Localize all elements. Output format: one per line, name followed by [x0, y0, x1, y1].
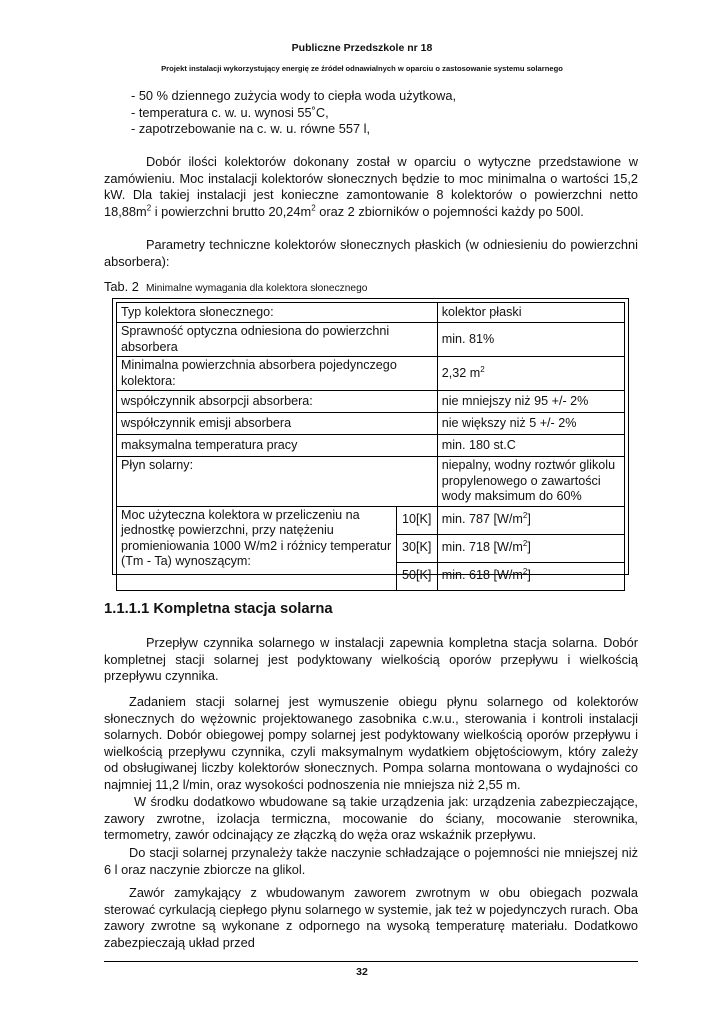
table-cell-value: nie mniejszy niż 95 +/- 2%: [437, 391, 624, 413]
table-cell-value: [437, 534, 624, 562]
table-cell-value: [437, 506, 624, 534]
table-cell-label: Płyn solarny:: [117, 457, 438, 507]
table-cell-value: kolektor płaski: [437, 303, 624, 323]
table-row: [117, 357, 625, 391]
table-cell-delta-t: 10[K]: [396, 506, 437, 534]
table-cell-label: współczynnik absorpcji absorbera:: [117, 391, 438, 413]
table-cell-value: min. 81%: [437, 323, 624, 357]
table-cell-delta-t: 50[K]: [396, 562, 437, 590]
table-frame: [112, 298, 629, 583]
value-text: ]: [527, 512, 531, 527]
paragraph-body: Zawór zamykający z wbudowanym zaworem zwrotnym w obu obiegach pozwala sterować cyrkulacją ciepłego płynu solarnego w systemie, jak też w pojedynczych rurach. Oba zawory zwrotne są wykonane z odpornego na wysoką temperaturę materiału. Dodatkowo zabezpieczają układ przed: [104, 885, 638, 950]
superscript: 2: [522, 511, 528, 521]
table-row: [117, 391, 625, 413]
value-text: min. 618 [W/m: [441, 568, 523, 583]
footer-divider: [104, 961, 638, 962]
table-cell-label: Sprawność optyczna odniesiona do powierzchni absorbera: [117, 323, 438, 357]
paragraph-text: oraz 2 zbiorników o pojemności każdy po 500l.: [315, 203, 584, 219]
requirements-table: [116, 302, 625, 591]
value-text: min. 787 [W/m: [441, 512, 523, 527]
superscript: 2: [522, 567, 528, 577]
value-text: min. 718 [W/m: [441, 540, 523, 555]
bullet-item: - 50 % dziennego zużycia wody to ciepła woda użytkowa,: [131, 88, 457, 103]
header-subtitle: Projekt instalacji wykorzystujący energię ze źródeł odnawialnych w oparciu o zastosowanie systemu solarnego: [161, 64, 563, 73]
paragraph-parameters: Parametry techniczne kolektorów słonecznych płaskich (w odniesieniu do powierzchni absorbera):: [104, 237, 638, 269]
table-row: [117, 303, 625, 323]
table-cell-value: nie większy niż 5 +/- 2%: [437, 413, 624, 435]
paragraph-text: i powierzchni brutto 20,24m: [151, 203, 312, 219]
paragraph-collector-selection: [104, 154, 638, 220]
table-cell-value: [437, 562, 624, 590]
value-text: 2,32 m: [441, 365, 481, 380]
bullet-item: - zapotrzebowanie na c. w. u. równe 557 l,: [131, 121, 371, 136]
value-text: ]: [527, 540, 531, 555]
table-row: [117, 323, 625, 357]
superscript: 2: [480, 364, 485, 374]
paragraph-body: W środku dodatkowo wbudowane są takie urządzenia jak: urządzenia zabezpieczające, zawory zwrotne, izolacja termiczna, mocowanie do ściany, mocowanie sterownika, termometry, zawór odcinający ze złączką do węża oraz wskaźnik przepływu.: [104, 794, 638, 842]
table-cell-label: Typ kolektora słonecznego:: [117, 303, 438, 323]
section-heading: 1.1.1.1 Kompletna stacja solarna: [104, 601, 333, 617]
bullet-list: [131, 88, 456, 138]
table-row: [117, 413, 625, 435]
table-cell-value: [437, 357, 624, 391]
header-title: Publiczne Przedszkole nr 18: [291, 42, 433, 54]
table-cell-label: Minimalna powierzchnia absorbera pojedynczego kolektora:: [117, 357, 438, 391]
caption-text: Minimalne wymagania dla kolektora słonecznego: [146, 283, 368, 294]
paragraph-body: Zadaniem stacji solarnej jest wymuszenie obiegu płynu solarnego od kolektorów słonecznych do wężownic projektowanego zasobnika c.w.u., sterowania i kontroli instalacji solarnych. Dobór obiegowej pompy solarnej jest podyktowany wielkością oporów przepływu i wielkością przepływu czynnika, czyli maksymalnym wydatkiem objętościowym, który zależy od obsługiwanej liczby kolektorów słonecznych. Pompa solarna montowana o wydajności co najmniej 11,2 l/min, oraz wysokości podnoszenia nie mniejsza niż 2,55 m.: [104, 694, 638, 792]
table-cell-label: współczynnik emisji absorbera: [117, 413, 438, 435]
table-cell-delta-t: 30[K]: [396, 534, 437, 562]
table-row: [117, 506, 625, 534]
table-row: [117, 457, 625, 507]
table-caption: [104, 279, 367, 294]
table-cell-label: Moc użyteczna kolektora w przeliczeniu na jednostkę powierzchni, przy natężeniu promieniowania 1000 W/m2 i różnicy temperatur (Tm - Ta) wynoszącym:: [117, 506, 397, 590]
caption-prefix: Tab. 2: [104, 279, 139, 294]
table-row: [117, 435, 625, 457]
paragraph-body: Przepływ czynnika solarnego w instalacji zapewnia kompletna stacja solarna. Dobór kompletnej stacji solarnej jest podyktowany wielkością oporów przepływu i wielkością przepływu czynnika.: [104, 635, 638, 683]
paragraph-body: Do stacji solarnej przynależy także naczynie schładzające o pojemności nie mniejszej niż 6 l oraz naczynie zbiorcze na glikol.: [104, 845, 638, 877]
bullet-item: - temperatura c. w. u. wynosi 55˚C,: [131, 104, 329, 120]
paragraph-text: Dobór ilości kolektorów dokonany został w oparciu o wytyczne przedstawione w zamówieniu. Moc instalacji kolektorów słonecznych będzie to moc minimalna o wartości 15,2 kW. Dla takiej instalacji jest konieczne zamontowanie 8 kolektorów o powierzchni netto 18,88m: [104, 154, 638, 219]
superscript: 2: [311, 203, 316, 213]
superscript: 2: [146, 203, 152, 213]
table-cell-value: min. 180 st.C: [437, 435, 624, 457]
superscript: 2: [522, 539, 528, 549]
table-cell-value: niepalny, wodny roztwór glikolu propylenowego o zawartości wody maksimum do 60%: [437, 457, 624, 507]
table-cell-label: maksymalna temperatura pracy: [117, 435, 438, 457]
page-number: 32: [356, 966, 368, 978]
value-text: ]: [527, 568, 531, 583]
